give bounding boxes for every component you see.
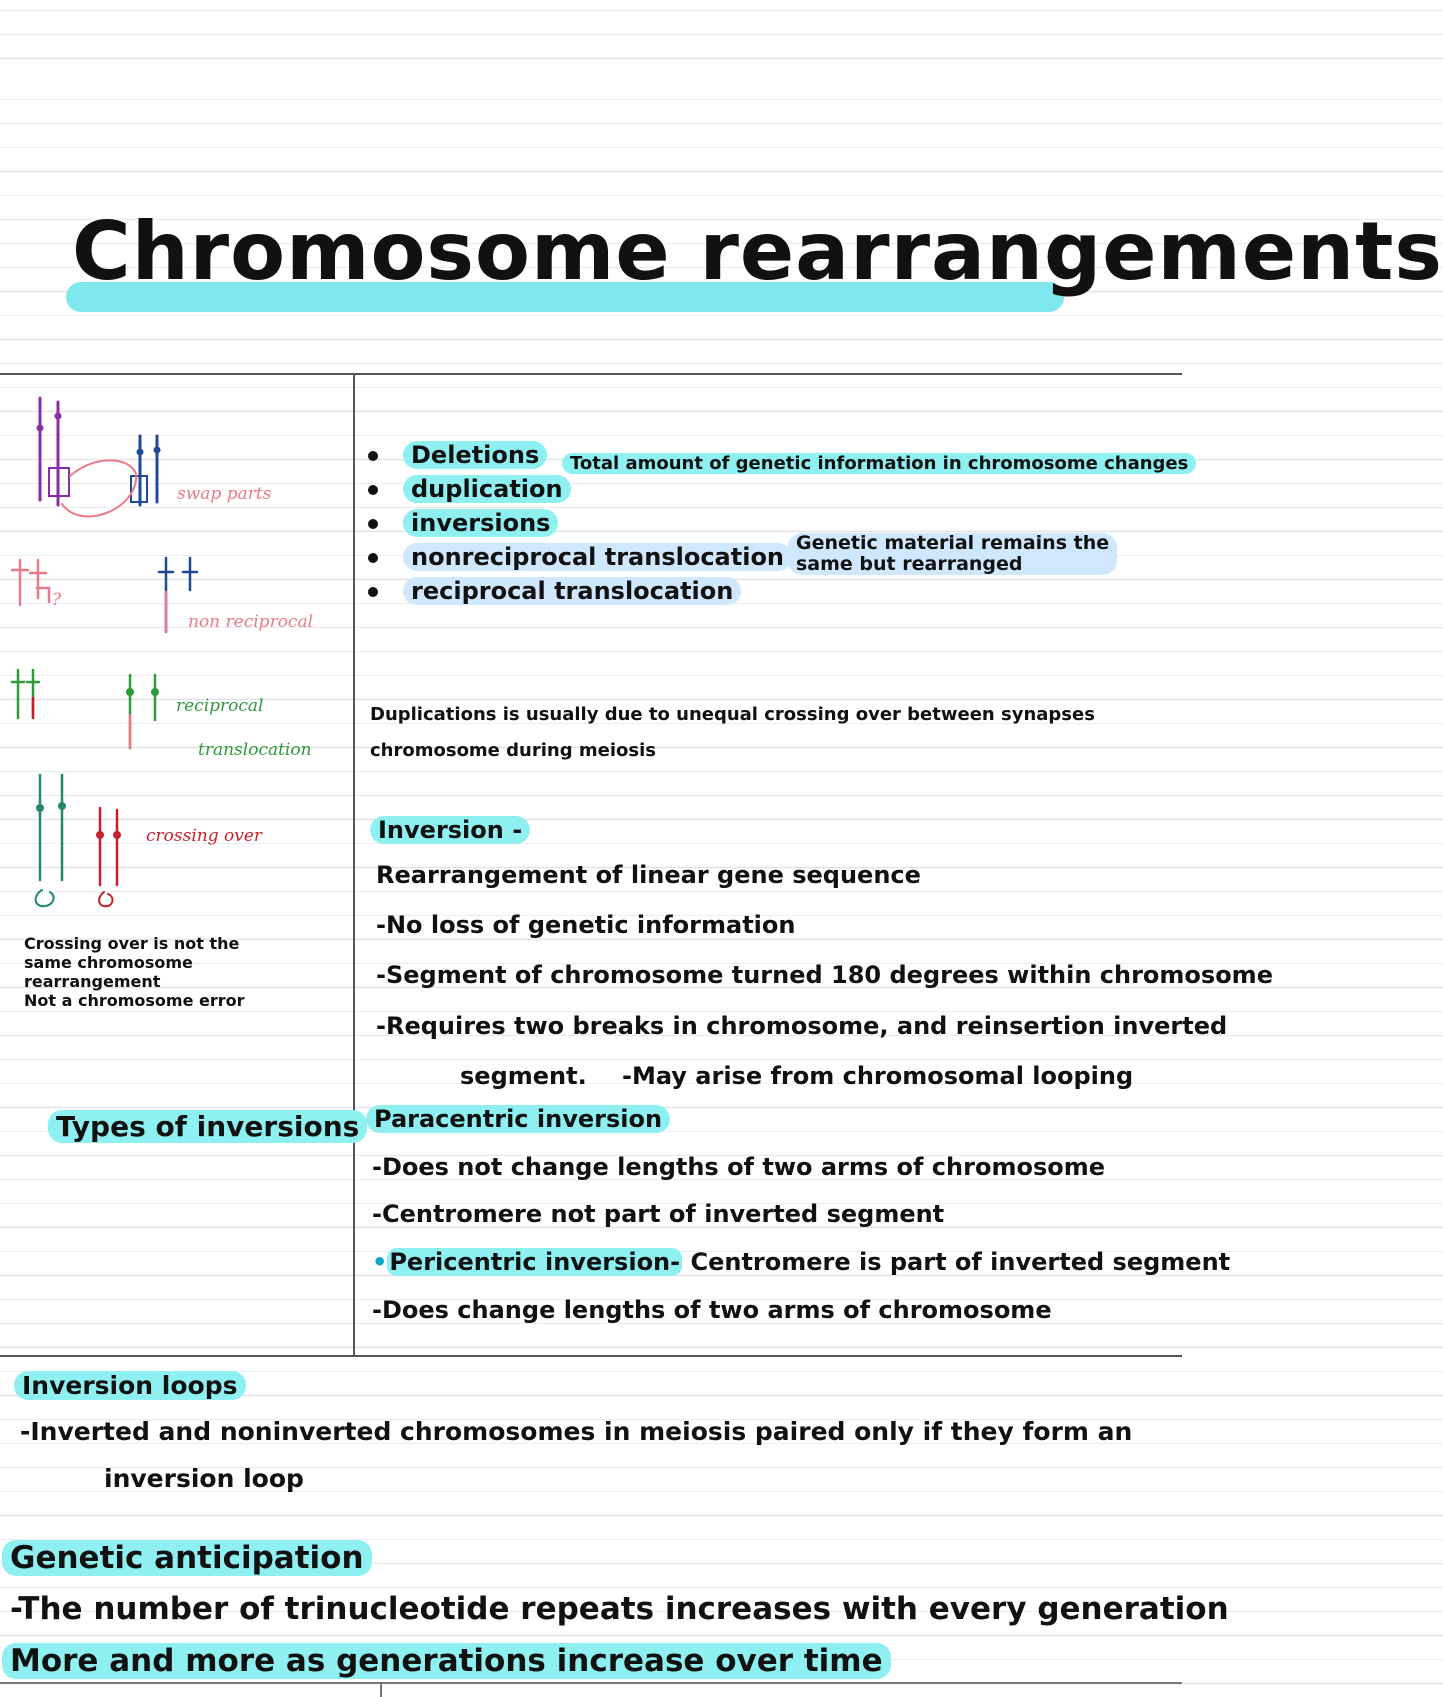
- inversion-line: segment.: [460, 1062, 587, 1090]
- duplication-note-line: chromosome during meiosis: [370, 740, 656, 761]
- crossing-over-note-line: rearrangement: [24, 972, 161, 991]
- genetic-anticipation-summary-label: More and more as generations increase over time: [2, 1643, 891, 1679]
- page-bottom-border: [0, 1682, 1182, 1684]
- types-of-inversions-heading: [48, 1110, 367, 1143]
- inversion-heading-label: Inversion -: [370, 816, 530, 844]
- page-title: Chromosome rearrangements: [72, 205, 1443, 298]
- list-item-label: inversions: [403, 509, 558, 537]
- pericentric-line: -Does change lengths of two arms of chromosome: [372, 1296, 1052, 1324]
- pericentric-bullet: •: [372, 1248, 388, 1276]
- genetic-anticipation-heading-label: Genetic anticipation: [2, 1540, 372, 1576]
- crossing-over-note-line: Not a chromosome error: [24, 991, 245, 1010]
- inversion-heading: [370, 816, 530, 844]
- list-item: [368, 540, 792, 574]
- list-item: [368, 472, 792, 506]
- note-genetic-line: same but rearranged: [796, 553, 1023, 575]
- table-top-border: [0, 373, 1182, 375]
- paracentric-line: -Does not change lengths of two arms of chromosome: [372, 1153, 1105, 1181]
- sketch-label-swap-parts: swap parts: [177, 484, 272, 504]
- inversion-line: -Requires two breaks in chromosome, and reinsertion inverted: [376, 1012, 1228, 1040]
- note-genetic-material: [788, 533, 1117, 575]
- note-total-information: [562, 452, 1196, 474]
- crossing-over-note-line: same chromosome: [24, 953, 193, 972]
- table-bottom-border: [0, 1355, 1182, 1357]
- note-total-label: Total amount of genetic information in chromosome changes: [562, 453, 1196, 474]
- swap-parts-sketch: [37, 398, 161, 516]
- genetic-anticipation-heading: [2, 1540, 372, 1576]
- paracentric-heading-label: Paracentric inversion: [366, 1105, 670, 1133]
- inversion-loops-heading: [14, 1371, 246, 1400]
- paracentric-heading: [366, 1105, 670, 1133]
- page-bottom-divider: [380, 1682, 382, 1697]
- list-item-label: reciprocal translocation: [403, 577, 741, 605]
- list-item: [368, 506, 792, 540]
- inversion-loops-line: -Inverted and noninverted chromosomes in meiosis paired only if they form an: [20, 1417, 1133, 1446]
- crossing-over-note: [24, 934, 245, 1010]
- inversion-line: -May arise from chromosomal looping: [622, 1062, 1134, 1090]
- reciprocal-sketch: [12, 670, 159, 748]
- genetic-anticipation-line: -The number of trinucleotide repeats increases with every generation: [10, 1591, 1229, 1627]
- sketch-label-reciprocal: reciprocal: [176, 696, 264, 716]
- crossing-over-sketch: [36, 775, 121, 906]
- pericentric-heading-label: Pericentric inversion-: [389, 1248, 681, 1276]
- crossing-over-note-line: Crossing over is not the: [24, 934, 240, 953]
- sketch-label-question: ?: [52, 590, 62, 610]
- inversion-line: -Segment of chromosome turned 180 degrees within chromosome: [376, 961, 1273, 989]
- duplication-note: [370, 697, 1095, 769]
- list-item-label: Deletions: [403, 441, 547, 469]
- inversion-loops-heading-label: Inversion loops: [14, 1371, 246, 1400]
- inversion-line: Rearrangement of linear gene sequence: [376, 861, 921, 889]
- duplication-note-line: Duplications is usually due to unequal crossing over between synapses: [370, 704, 1095, 725]
- pericentric-line: [372, 1248, 1230, 1276]
- sketch-label-non-reciprocal: non reciprocal: [188, 612, 314, 632]
- paracentric-line: -Centromere not part of inverted segment: [372, 1200, 945, 1228]
- table-column-divider: [353, 373, 355, 1356]
- inversion-loops-line: inversion loop: [104, 1464, 304, 1493]
- list-item: [368, 574, 792, 608]
- sketch-label-crossing-over: crossing over: [146, 826, 263, 846]
- note-genetic-line: Genetic material remains the: [796, 532, 1110, 554]
- list-item-label: duplication: [403, 475, 571, 503]
- non-reciprocal-sketch: [12, 558, 197, 632]
- genetic-anticipation-summary: [2, 1643, 891, 1679]
- list-item-label: nonreciprocal translocation: [403, 543, 792, 571]
- pericentric-description: Centromere is part of inverted segment: [682, 1248, 1231, 1276]
- types-of-inversions-label: Types of inversions: [48, 1110, 367, 1143]
- sketch-label-translocation: translocation: [198, 740, 312, 760]
- inversion-line: -No loss of genetic information: [376, 911, 796, 939]
